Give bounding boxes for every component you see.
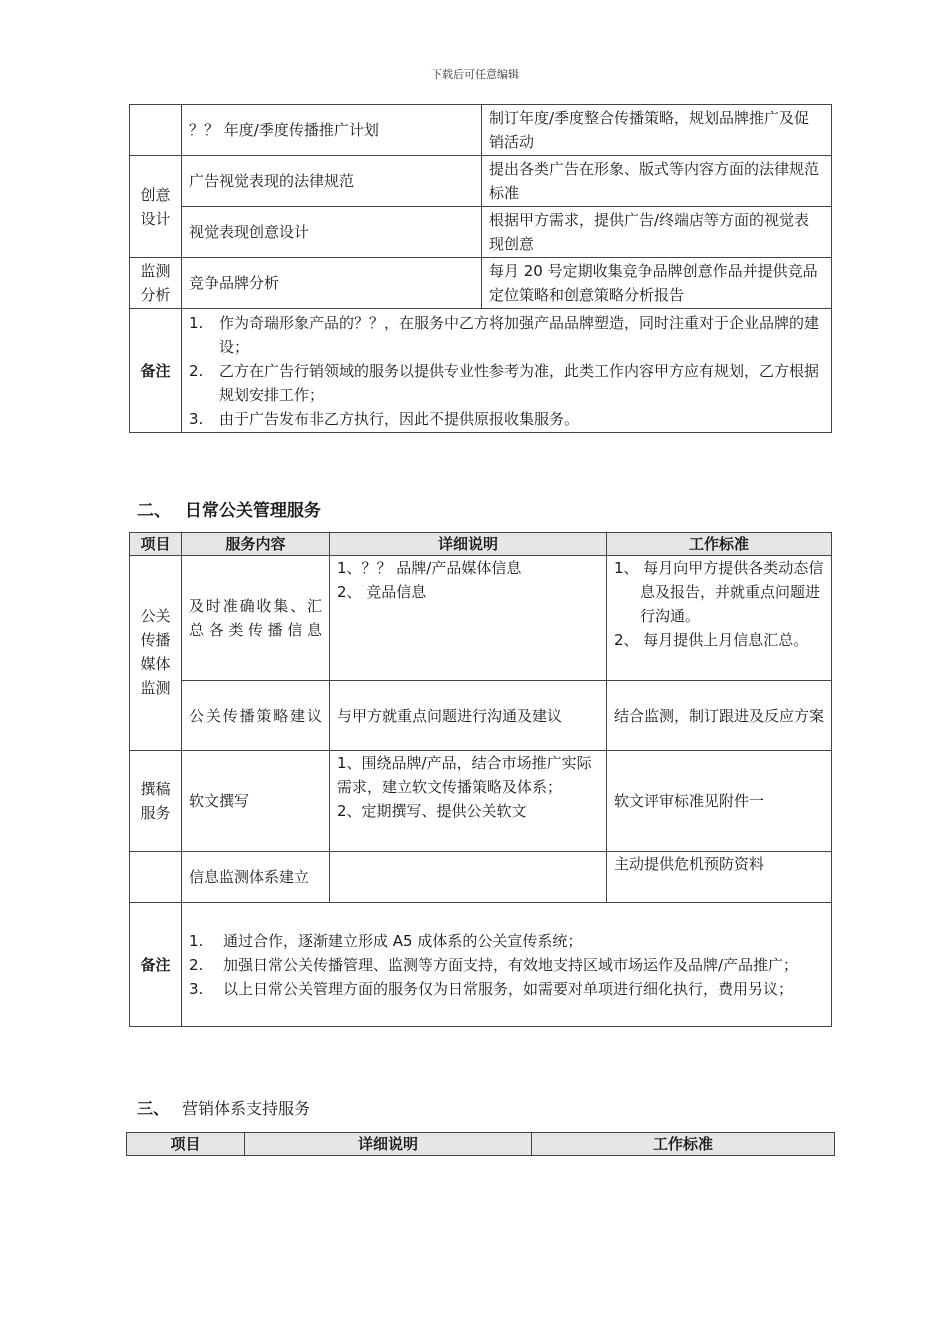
detail-cell: 1、围绕品牌/产品，结合市场推广实际需求，建立软文传播策略及体系； 2、定期撰写、提供公关软文 [330, 751, 607, 852]
notes-label: 备注 [130, 903, 182, 1027]
content-cell: 及时准确收集、汇总各类传播信息 [182, 556, 330, 681]
desc-cell: 提出各类广告在形象、版式等内容方面的法律规范标准 [482, 156, 832, 207]
note-item: 2. 加强日常公关传播管理、监测等方面支持，有效地支持区域市场运作及品牌/产品推广； [189, 955, 799, 974]
notes-cell [182, 309, 832, 433]
table-row [130, 156, 832, 207]
section-2-heading [137, 496, 321, 521]
table-row [130, 556, 832, 681]
detail-cell [330, 852, 607, 903]
item-cell: 竞争品牌分析 [182, 258, 482, 309]
section-title: 日常公关管理服务 [184, 501, 321, 521]
note-item: 2. 乙方在广告行销领域的服务以提供专业性参考为准，此类工作内容甲方应有规划，乙方根据规划安排工作； [189, 361, 820, 404]
service-table-1 [129, 104, 832, 433]
column-header: 项目 [130, 533, 182, 556]
service-table-2 [129, 532, 832, 1027]
detail-cell: 与甲方就重点问题进行沟通及建议 [330, 681, 607, 751]
notes-row [130, 309, 832, 433]
standard-cell: 主动提供危机预防资料 [607, 852, 832, 903]
table-row [130, 207, 832, 258]
table-header-row [127, 1133, 835, 1156]
table-row [130, 681, 832, 751]
page-header: 下载后可任意编辑 [431, 68, 519, 81]
standard-cell: 结合监测，制订跟进及反应方案 [607, 681, 832, 751]
table-row [130, 751, 832, 852]
notes-cell [182, 903, 832, 1027]
table-row [130, 258, 832, 309]
notes-label: 备注 [130, 309, 182, 433]
standard-cell: 1、 每月向甲方提供各类动态信息及报告，并就重点问题进行沟通。 2、 每月提供上月信息汇总。 [607, 556, 832, 681]
section-3-heading [137, 1096, 310, 1119]
notes-row [130, 903, 832, 1027]
column-header: 详细说明 [245, 1133, 532, 1156]
detail-cell: 1、？？ 品牌/产品媒体信息 2、 竞品信息 [330, 556, 607, 681]
table-header-row [130, 533, 832, 556]
category-cell [130, 105, 182, 156]
table-row [130, 852, 832, 903]
category-cell: 创意设计 [130, 156, 182, 258]
item-cell: 视觉表现创意设计 [182, 207, 482, 258]
item-cell: 广告视觉表现的法律规范 [182, 156, 482, 207]
section-number: 二、 [137, 501, 171, 521]
column-header: 详细说明 [330, 533, 607, 556]
category-cell: 监测分析 [130, 258, 182, 309]
note-item: 3. 由于广告发布非乙方执行，因此不提供原报收集服务。 [189, 409, 580, 428]
content-cell: 信息监测体系建立 [182, 852, 330, 903]
column-header: 服务内容 [182, 533, 330, 556]
content-cell: 公关传播策略建议 [182, 681, 330, 751]
note-item: 1. 通过合作，逐渐建立形成 A5 成体系的公关宣传系统； [189, 931, 583, 950]
desc-cell: 每月 20 号定期收集竞争品牌创意作品并提供竞品定位策略和创意策略分析报告 [482, 258, 832, 309]
column-header: 工作标准 [607, 533, 832, 556]
item-cell: ？？ 年度/季度传播推广计划 [182, 105, 482, 156]
column-header: 工作标准 [532, 1133, 835, 1156]
section-number: 三、 [137, 1099, 170, 1118]
content-cell: 软文撰写 [182, 751, 330, 852]
section-title: 营销体系支持服务 [182, 1099, 311, 1118]
desc-cell: 根据甲方需求，提供广告/终端店等方面的视觉表现创意 [482, 207, 832, 258]
note-item: 3. 以上日常公关管理方面的服务仅为日常服务，如需要对单项进行细化执行，费用另议； [189, 979, 794, 998]
service-table-3 [126, 1132, 835, 1156]
table-row [130, 105, 832, 156]
category-cell: 撰稿服务 [130, 751, 182, 852]
category-cell [130, 852, 182, 903]
desc-cell: 制订年度/季度整合传播策略，规划品牌推广及促销活动 [482, 105, 832, 156]
column-header: 项目 [127, 1133, 245, 1156]
note-item: 1. 作为奇瑞形象产品的？？，在服务中乙方将加强产品品牌塑造，同时注重对于企业品牌的建设； [189, 313, 820, 356]
category-cell: 公关传播媒体监测 [130, 556, 182, 751]
standard-cell: 软文评审标准见附件一 [607, 751, 832, 852]
